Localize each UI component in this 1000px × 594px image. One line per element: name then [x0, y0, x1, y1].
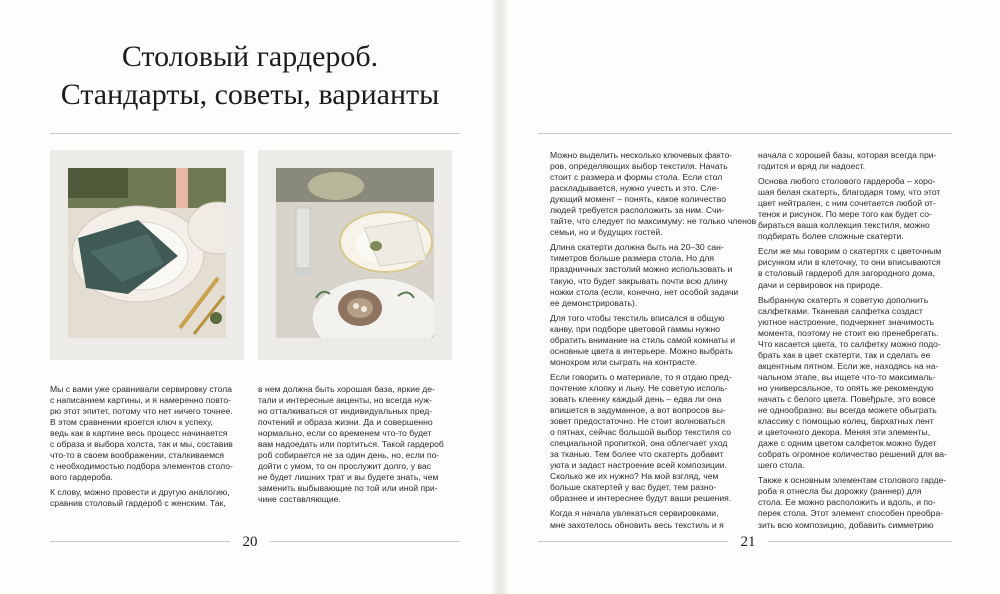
spread-title	[20, 38, 480, 114]
paragraph: Мы с вами уже сравнивали сервировку стола с написанием картины, и я намеренно повто- рю этот эпитет, потому что нет ничего точнее. В этом сравнении кроется ключ к успеху, ведь как в картине весь процесс начинается с образа и выбора холста, так и мы, составив что-то в своем воображении, сталкиваемся с необходимостью подбора элементов столо- вого гардероба.	[50, 384, 233, 483]
paragraph: Основа любого столового гардероба – хоро- шая белая скатерть, благодаря тому, что этот цвет нейтрален, с ним сочетается любой от- тенок и рисунок. По мере того как будет со- бираться ваша коллекция текстиля, можно подбирать более сложные скатерти.	[758, 176, 941, 242]
title-line-1: Столовый гардероб.	[121, 40, 379, 73]
paragraph: Можно выделить несколько ключевых факто- ров, определяющих выбор текстиля. Начать стоит с размера и формы стола. Если стол раскладывается, нужно учесть и это. Сле- дующий момент – понять, какое количество людей требуется расположить за ним. Счи- тайте, что следует по максимуму: не только членов семьи, но и будущих гостей.	[550, 150, 757, 238]
table-setting-photo-2	[276, 168, 434, 338]
photo-icon	[276, 168, 434, 338]
footer-rule-left	[50, 541, 230, 542]
right-page	[502, 0, 1000, 594]
paragraph: начала с хорошей базы, которая всегда при- годится и вряд ли надоест.	[758, 150, 937, 172]
paragraph: Если же мы говорим о скатертях с цветочным рисунком или в клеточку, то они вписываются в столовый гардероб для загородного дома, дачи и сервировок на природе.	[758, 246, 942, 290]
right-column-1	[550, 150, 757, 535]
photo-frame-1	[50, 150, 244, 360]
photo-frame-2	[258, 150, 452, 360]
left-column-1	[50, 384, 250, 514]
footer-rule-right	[768, 541, 952, 542]
paragraph: в нем должна быть хорошая база, яркие де- тали и интересные акценты, но всегда нуж- но отталкиваться от индивидуальных пред- почтений и образа жизни. Да и совершенно нормально, если со временем что-то будет вам надоедать или портиться. Такой гардероб роб собирается не за один день, но, если по- дойти с умом, то он прослужит долго, у вас не будет лишних трат и вы будете знать, чем заменить выбывающие по той или иной при- чине составляющие.	[258, 384, 444, 505]
paragraph: Для того чтобы текстиль вписался в общую канву, при подборе цветовой гаммы нужно обратить внимание на стиль самой комнаты и основные цвета в интерьере. Можно выбрать монохром или сыграть на контрасте.	[550, 312, 736, 367]
paragraph: Длина скатерти должна быть на 20–30 сан- тиметров больше размера стола. Но для праздничных застолий можно использовать и такую, что будет закрывать почти всю длину ножки стола (если, конечно, нет особой задачи ее демонстрировать).	[550, 242, 739, 308]
table-setting-photo-1	[68, 168, 226, 338]
paragraph: Если говорить о материале, то я отдаю пред- почтение хлопку и льну. Не советую исполь- зовать клеенку каждый день – едва ли она впишется в задуманное, а вот вопросов вы- зовет предостаточно. Не стоит волноваться о пятнах, сейчас большой выбор текстиля со специальной пропиткой, она облегчает уход за тканью. Тем более что скатерть добавит уюта и задаст настроение всей композиции. Сколько же их нужно? На мой взгляд, чем больше скатертей у вас будет, тем разно- образнее и интереснее будут ваши решения.	[550, 371, 732, 504]
book-gutter	[490, 0, 510, 594]
photo-icon	[68, 168, 226, 338]
page-number-right: 21	[740, 534, 756, 550]
left-column-2	[258, 384, 458, 510]
paragraph: Выбранную скатерть я советую дополнить салфетками. Тканевая салфетка создаст уютное настроение, подчеркнет значимость момента, поэтому не стоит ею пренебрегать. Что касается цвета, то салфетку можно подо- брать как в цвет скатерти, так и сделать ее акцентным пятном. Если же, находясь на на- чальном этапе, вы ищете что-то максималь- но универсальное, то опять же рекомендую начать с белого цвета. Повеђрьте, это вовсе не однообразно: вы всегда можете обыграть классику с помощью колец, бархатных лент и цветочного декора. Меняя эти элементы, даже с одним цветом салфеток можно будет собрать огромное количество решений для ва- шего стола.	[758, 294, 947, 471]
page-number-left: 20	[242, 534, 258, 550]
top-rule	[50, 133, 460, 134]
paragraph: К слову, можно провести и другую аналогию, сравнив столовый гардероб с женским. Так,	[50, 487, 230, 509]
footer-rule-left	[538, 541, 728, 542]
footer-rule-right	[270, 541, 460, 542]
top-rule	[538, 133, 952, 134]
title-line-2: Стандарты, советы, варианты	[60, 78, 440, 111]
paragraph: Также к основным элементам столового гарде- роба я отнесла бы дорожку (раннер) для стола. Ее можно расположить и вдоль, и по- перек стола. Этот элемент способен преобра- зить всю композицию, добавить симметрию	[758, 475, 947, 530]
right-column-2	[758, 150, 964, 535]
paragraph: Когда я начала увлекаться сервировками, мне захотелось обновить весь текстиль и я	[550, 508, 724, 530]
left-page	[0, 0, 498, 594]
